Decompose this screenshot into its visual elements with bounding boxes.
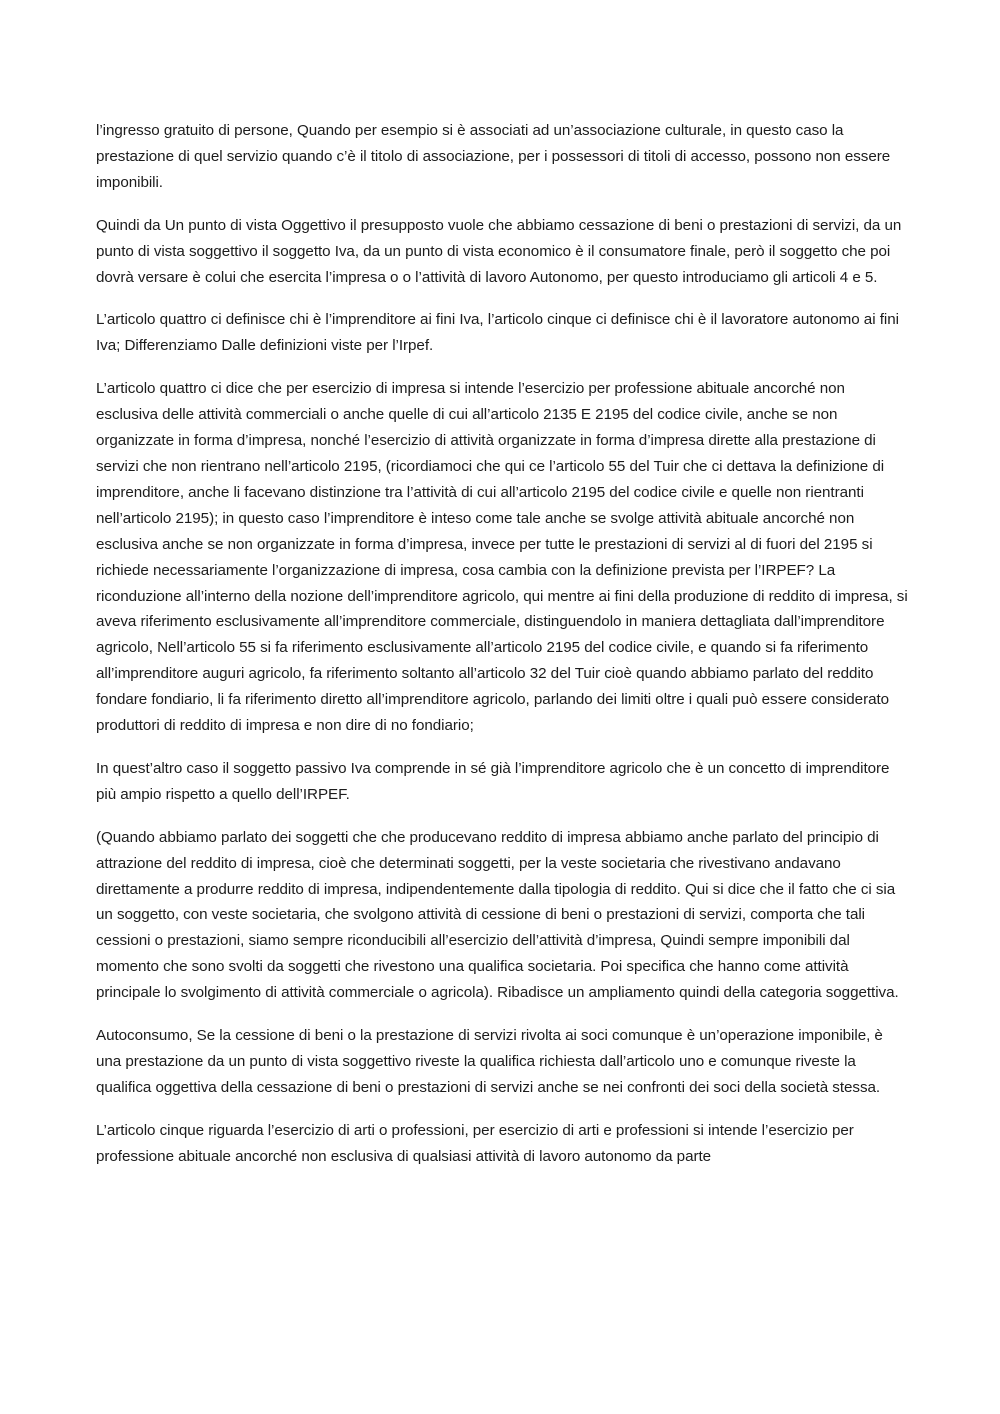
paragraph-6: (Quando abbiamo parlato dei soggetti che che producevano reddito di impresa abbiamo anche parlato del principio di attrazione del reddito di impresa, cioè che determinati soggetti, per la veste societaria che rivestivano andavano direttamente a produrre reddito di impresa, indipendentemente dalla tipologia di reddito. Qui si dice che il fatto che ci sia un soggetto, con veste societaria, che svolgono attività di cessione di beni o prestazioni di servizi, comporta che tali cessioni o prestazioni, siamo sempre riconducibili all’esercizio dell’attività d’impresa, Quindi sempre imponibili dal momento che sono svolti da soggetti che rivestono una qualifica societaria. Poi specifica che hanno come attività principale lo svolgimento di attività commerciale o agricola). Ribadisce un ampliamento quindi della categoria soggettiva. — [96, 828, 899, 1002]
paragraph-8: L’articolo cinque riguarda l’esercizio di arti o professioni, per esercizio di arti e professioni si intende l’esercizio per professione abituale ancorché non esclusiva di qualsiasi attività di lavoro autonomo da parte — [96, 1121, 854, 1165]
paragraph-5: In quest’altro caso il soggetto passivo Iva comprende in sé già l’imprenditore agricolo che è un concetto di imprenditore più ampio rispetto a quello dell’IRPEF. — [96, 759, 890, 803]
document-page — [96, 118, 908, 1170]
paragraph-7: Autoconsumo, Se la cessione di beni o la prestazione di servizi rivolta ai soci comunque è un’operazione imponibile, è una prestazione da un punto di vista soggettivo riveste la qualifica richiesta dall’articolo uno e comunque riveste la qualifica oggettiva della cessazione di beni o prestazioni di servizi anche se nei confronti dei soci della società stessa. — [96, 1027, 883, 1096]
paragraph-4: L’articolo quattro ci dice che per esercizio di impresa si intende l’esercizio per professione abituale ancorché non esclusiva delle attività commerciali o anche quelle di cui all’articolo 2135 E 2195 del codice civile, anche se non organizzate in forma d’impresa, nonché l’esercizio di attività organizzate in forma d’impresa dirette alla prestazione di servizi che non rientrano nell’articolo 2195, (ricordiamoci che qui ce l’articolo 55 del Tuir che ci dettava la definizione di imprenditore, anche li facevano distinzione tra l’attività di cui all’articolo 2195 del codice civile e quelle non rientranti nell’articolo 2195); in questo caso l’imprenditore è inteso come tale anche se svolge attività abituale ancorché non esclusiva anche se non organizzate in forma d’impresa, invece per tutte le prestazioni di servizi al di fuori del 2195 si richiede necessariamente l’organizzazione di impresa, cosa cambia con la definizione prevista per l’IRPEF? La riconduzione all’interno della nozione dell’imprenditore agricolo, qui mentre ai fini della produzione di reddito di impresa, si aveva riferimento esclusivamente all’imprenditore commerciale, distinguendolo in maniera dettagliata dall’imprenditore agricolo, Nell’articolo 55 si fa riferimento esclusivamente all’articolo 2195 del codice civile, e quando si fa riferimento all’imprenditore auguri agricolo, fa riferimento soltanto all’articolo 32 del Tuir cioè quando abbiamo parlato del reddito fondare fondiario, li fa riferimento diretto all’imprenditore agricolo, parlando dei limiti oltre i quali può essere considerato produttori di reddito di impresa e non dire di no fondiario; — [96, 380, 908, 735]
paragraph-2: Quindi da Un punto di vista Oggettivo il presupposto vuole che abbiamo cessazione di beni o prestazioni di servizi, da un punto di vista soggettivo il soggetto Iva, da un punto di vista economico è il consumatore finale, però il soggetto che poi dovrà versare è colui che esercita l’impresa o o l’attività di lavoro Autonomo, per questo introduciamo gli articoli 4 e 5. — [96, 216, 902, 286]
paragraph-3: L’articolo quattro ci definisce chi è l’imprenditore ai fini Iva, l’articolo cinque ci definisce chi è il lavoratore autonomo ai fini Iva; Differenziamo Dalle definizioni viste per l’Irpef. — [96, 311, 899, 355]
paragraph-1: l’ingresso gratuito di persone, Quando per esempio si è associati ad un’associazione culturale, in questo caso la prestazione di quel servizio quando c’è il titolo di associazione, per i possessori di titoli di accesso, possono non essere imponibili. — [96, 122, 891, 191]
